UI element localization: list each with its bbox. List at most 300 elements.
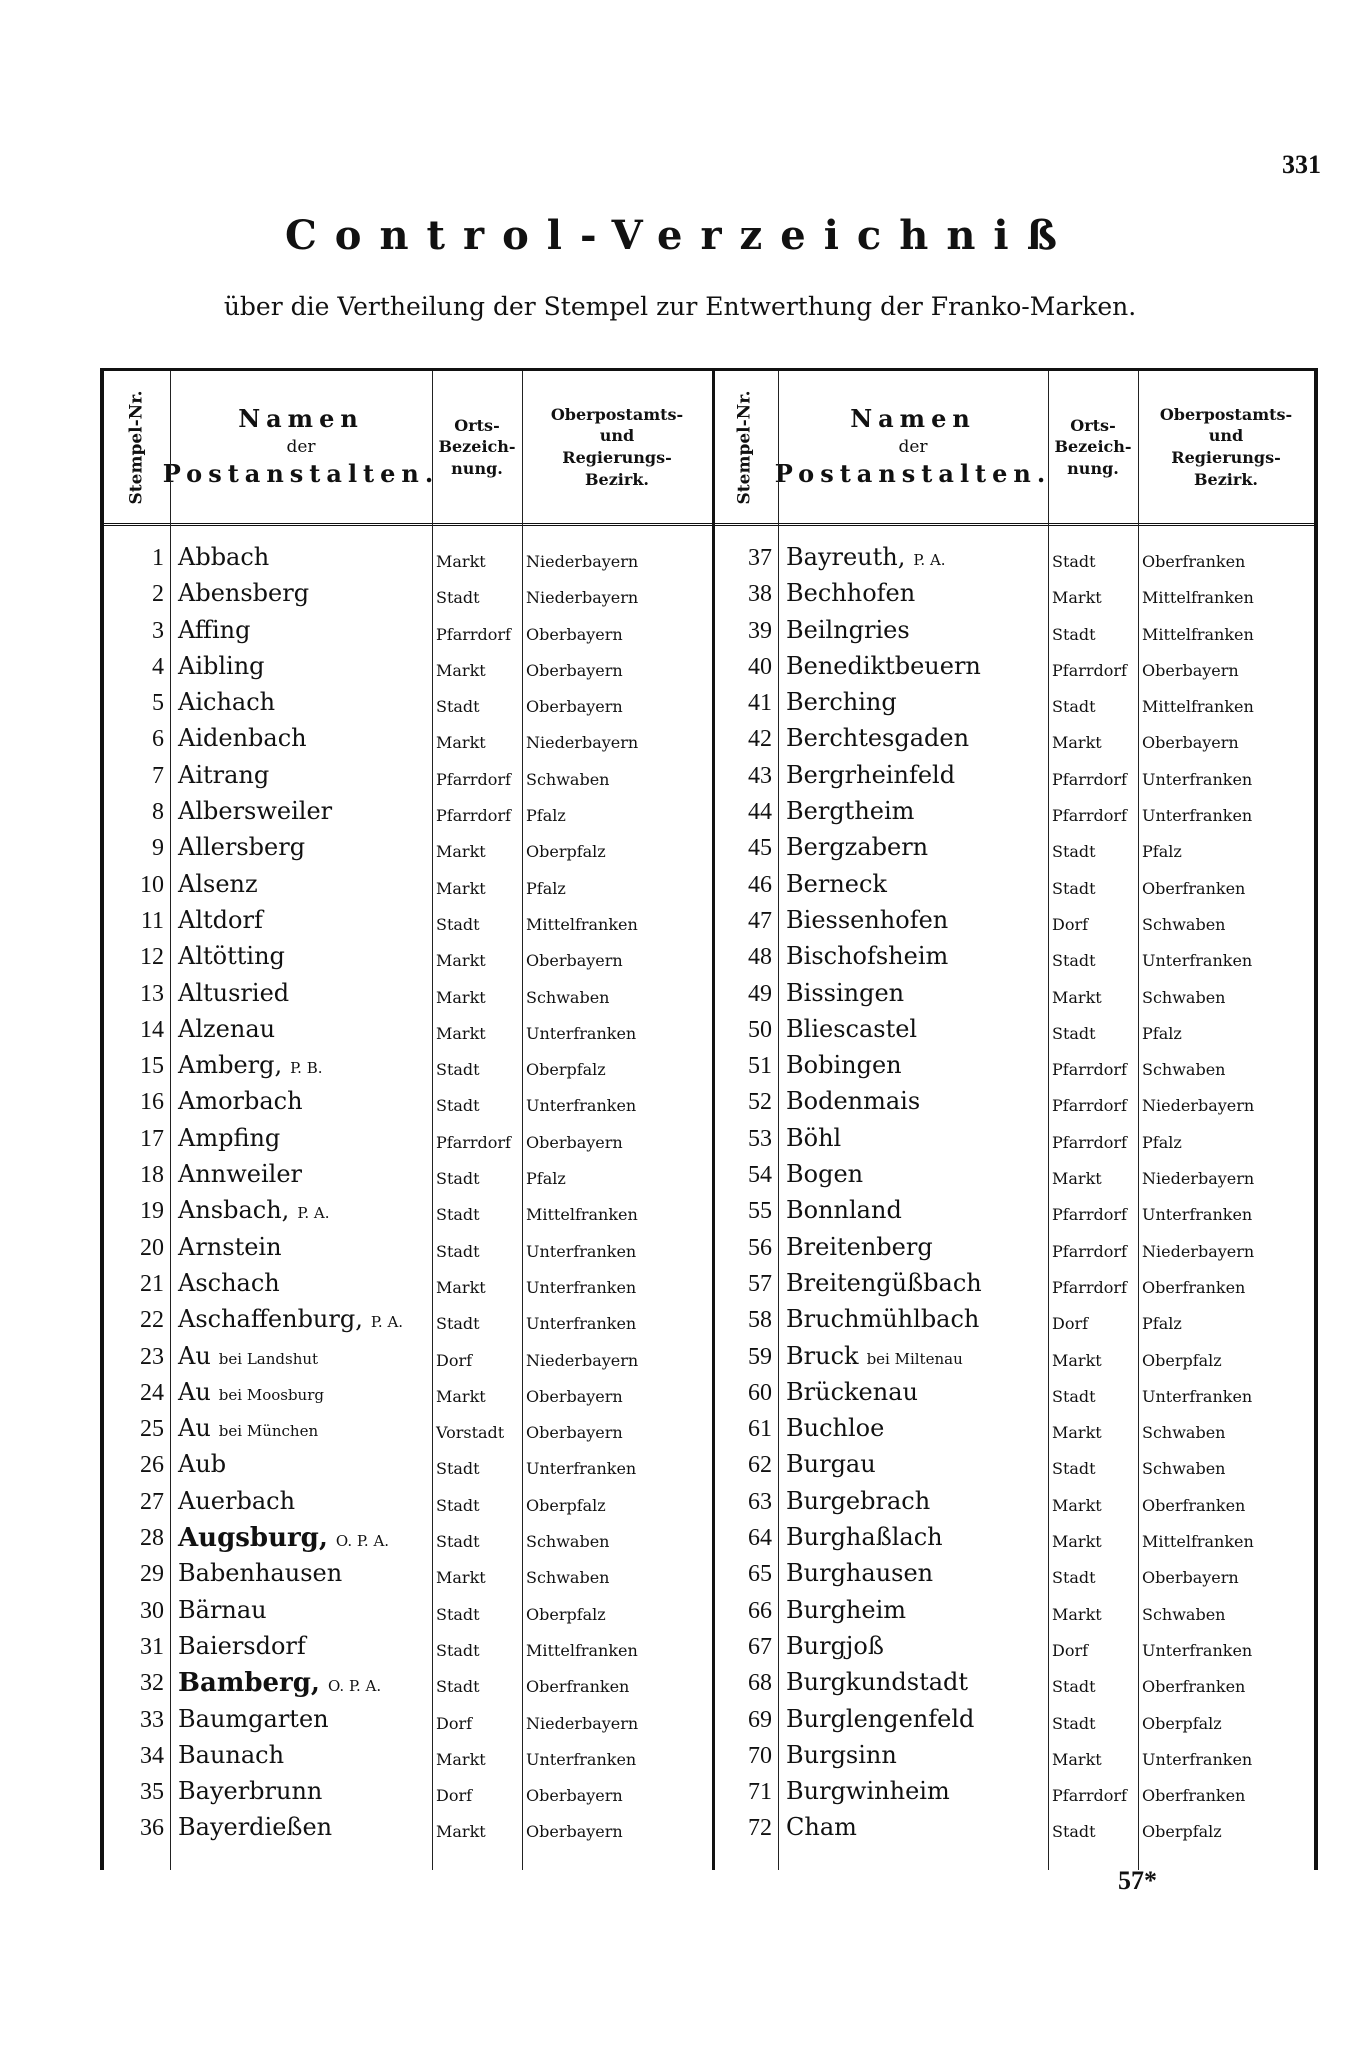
stempel-number: 35 — [140, 1779, 164, 1806]
table-row — [712, 1269, 1314, 1305]
orts-bezeichnung: Markt — [1052, 733, 1102, 753]
table-row — [712, 1196, 1314, 1232]
postanstalt-name — [786, 1632, 884, 1660]
postanstalt-name — [178, 1233, 282, 1261]
postanstalt-name — [786, 1450, 876, 1478]
stempel-number: 15 — [140, 1053, 164, 1080]
orts-bezeichnung: Stadt — [436, 1205, 480, 1225]
table-row — [712, 1378, 1314, 1414]
header-ort-line3: nung. — [1067, 458, 1119, 478]
table-row — [104, 833, 712, 869]
bezirk: Pfalz — [526, 878, 566, 898]
bezirk: Niederbayern — [526, 588, 639, 608]
postanstalt-name — [786, 1414, 884, 1442]
orts-bezeichnung: Markt — [436, 842, 486, 862]
table-row — [104, 906, 712, 942]
stempel-number: 68 — [748, 1670, 772, 1697]
postanstalt-name — [178, 1705, 329, 1733]
postanstalt-name — [786, 1777, 950, 1805]
bezirk: Oberfranken — [1142, 1495, 1246, 1515]
postanstalt-name — [786, 1378, 918, 1406]
stempel-number: 33 — [140, 1706, 164, 1733]
table-row — [104, 1813, 712, 1849]
bezirk: Unterfranken — [526, 1314, 637, 1334]
header-namen-line1: Namen — [850, 404, 976, 434]
postanstalt-name-text: Burgau — [786, 1450, 876, 1479]
orts-bezeichnung: Stadt — [436, 1532, 480, 1552]
postanstalt-name — [178, 1596, 267, 1624]
orts-bezeichnung: Markt — [436, 733, 486, 753]
orts-bezeichnung: Stadt — [1052, 1459, 1096, 1479]
bezirk: Oberbayern — [526, 1386, 623, 1406]
postanstalt-name-text: Bodenmais — [786, 1087, 921, 1116]
bezirk: Mittelfranken — [1142, 588, 1254, 608]
postanstalt-name-text: Bonnland — [786, 1196, 902, 1225]
table-row — [104, 1596, 712, 1632]
postanstalt-name-text: Baumgarten — [178, 1704, 329, 1733]
postanstalt-name — [178, 616, 250, 644]
table-row — [104, 1015, 712, 1051]
orts-bezeichnung: Pfarrdorf — [1052, 806, 1127, 826]
postanstalt-name-text: Cham — [786, 1813, 857, 1842]
stempel-number: 11 — [140, 907, 164, 934]
header-bezirk — [522, 371, 712, 523]
postanstalt-name-text: Bergrheinfeld — [786, 760, 956, 789]
postanstalt-name-text: Ampfing — [178, 1123, 281, 1152]
table-row — [104, 543, 712, 579]
postanstalt-name-suffix: bei Miltenau — [866, 1349, 963, 1368]
stempel-number: 2 — [152, 581, 164, 608]
orts-bezeichnung: Stadt — [436, 588, 480, 608]
orts-bezeichnung: Stadt — [1052, 697, 1096, 717]
stempel-number: 38 — [748, 581, 772, 608]
table-row — [712, 1559, 1314, 1595]
header-namen-line1: Namen — [238, 404, 364, 434]
table-row — [712, 724, 1314, 760]
table-row — [712, 1668, 1314, 1704]
stempel-number: 21 — [140, 1270, 164, 1297]
bezirk: Unterfranken — [1142, 1205, 1253, 1225]
header-bezirk — [1138, 371, 1314, 523]
postanstalt-name — [178, 1523, 389, 1553]
table-row — [712, 979, 1314, 1015]
orts-bezeichnung: Markt — [436, 1277, 486, 1297]
stempel-number: 63 — [748, 1488, 772, 1515]
orts-bezeichnung: Pfarrdorf — [1052, 1786, 1127, 1806]
bezirk: Schwaben — [526, 1568, 610, 1588]
table-row — [104, 1559, 712, 1595]
stempel-number: 67 — [748, 1633, 772, 1660]
postanstalt-name-text: Aub — [178, 1450, 227, 1479]
bezirk: Mittelfranken — [526, 1640, 638, 1660]
postanstalt-name-text: Breitengüßbach — [786, 1268, 982, 1297]
orts-bezeichnung: Markt — [1052, 1169, 1102, 1189]
table-row — [712, 1051, 1314, 1087]
table-row — [712, 942, 1314, 978]
table-row — [712, 616, 1314, 652]
postanstalt-name — [786, 688, 897, 716]
bezirk: Oberfranken — [1142, 1677, 1246, 1697]
postanstalt-name — [786, 1523, 943, 1551]
postanstalt-name — [786, 1705, 974, 1733]
orts-bezeichnung: Stadt — [436, 1677, 480, 1697]
postanstalt-name — [786, 979, 904, 1007]
bezirk: Pfalz — [526, 1169, 566, 1189]
postanstalt-name — [786, 1668, 968, 1696]
postanstalt-name-text: Burgebrach — [786, 1486, 931, 1515]
orts-bezeichnung: Pfarrdorf — [1052, 660, 1127, 680]
postanstalt-name — [178, 1487, 295, 1515]
bezirk: Oberfranken — [1142, 1277, 1246, 1297]
postanstalt-name — [786, 652, 981, 680]
bezirk: Schwaben — [526, 987, 610, 1007]
table-header — [712, 371, 1314, 526]
postanstalt-name — [178, 1015, 275, 1043]
postanstalt-name-text: Bechhofen — [786, 579, 916, 608]
stempel-number: 3 — [152, 617, 164, 644]
orts-bezeichnung: Markt — [436, 987, 486, 1007]
postanstalt-name-text: Burglengenfeld — [786, 1704, 975, 1733]
postanstalt-name-text: Altdorf — [178, 905, 263, 934]
postanstalt-name-text: Allersberg — [178, 833, 306, 862]
postanstalt-name-text: Bärnau — [178, 1595, 267, 1624]
postanstalt-name — [178, 1269, 280, 1297]
postanstalt-name — [178, 1450, 226, 1478]
orts-bezeichnung: Pfarrdorf — [1052, 1060, 1127, 1080]
bezirk: Pfalz — [1142, 1132, 1182, 1152]
postanstalt-name — [178, 579, 309, 607]
stempel-number: 65 — [748, 1561, 772, 1588]
stempel-number: 16 — [140, 1089, 164, 1116]
stempel-number: 39 — [748, 617, 772, 644]
postanstalt-name-text: Alzenau — [178, 1014, 276, 1043]
stempel-number: 41 — [748, 690, 772, 717]
header-namen — [162, 371, 440, 523]
orts-bezeichnung: Markt — [436, 878, 486, 898]
postanstalt-name-text: Arnstein — [178, 1232, 282, 1261]
postanstalt-name-text: Brückenau — [786, 1377, 918, 1406]
postanstalt-name-text: Affing — [178, 615, 251, 644]
orts-bezeichnung: Markt — [1052, 987, 1102, 1007]
postanstalt-name-text: Burgheim — [786, 1595, 907, 1624]
postanstalt-name-text: Baunach — [178, 1740, 285, 1769]
header-ort-line1: Orts- — [454, 415, 500, 435]
postanstalt-name — [786, 724, 969, 752]
table-header — [104, 371, 712, 526]
orts-bezeichnung: Stadt — [436, 1314, 480, 1334]
postanstalt-name — [178, 1414, 318, 1442]
bezirk: Oberpfalz — [1142, 1350, 1222, 1370]
bezirk: Mittelfranken — [1142, 624, 1254, 644]
stempel-number: 25 — [140, 1416, 164, 1443]
orts-bezeichnung: Pfarrdorf — [1052, 769, 1127, 789]
postanstalt-name — [178, 1087, 303, 1115]
header-namen — [774, 371, 1052, 523]
table-row — [104, 1124, 712, 1160]
bezirk: Oberbayern — [526, 1822, 623, 1842]
page-subtitle: über die Vertheilung der Stempel zur Entwerthung der Franko-Marken. — [223, 292, 1137, 321]
stempel-number: 23 — [140, 1343, 164, 1370]
postanstalt-name-text: Biessenhofen — [786, 905, 949, 934]
table-half-right — [712, 371, 1314, 1870]
postanstalt-name-text: Abensberg — [178, 579, 310, 608]
table-row — [712, 1124, 1314, 1160]
postanstalt-name-text: Altötting — [178, 942, 285, 971]
orts-bezeichnung: Markt — [436, 1023, 486, 1043]
header-stempel-nr — [104, 371, 170, 523]
stempel-number: 13 — [140, 980, 164, 1007]
postanstalt-name-text: Burgkundstadt — [786, 1668, 969, 1697]
orts-bezeichnung: Dorf — [436, 1350, 473, 1370]
bezirk: Oberbayern — [1142, 660, 1239, 680]
table-row — [712, 1741, 1314, 1777]
table-row — [712, 1632, 1314, 1668]
bezirk: Niederbayern — [1142, 1169, 1255, 1189]
table-row — [104, 652, 712, 688]
bezirk: Oberpfalz — [526, 1060, 606, 1080]
table-row — [712, 906, 1314, 942]
orts-bezeichnung: Pfarrdorf — [436, 769, 511, 789]
stempel-number: 55 — [748, 1198, 772, 1225]
orts-bezeichnung: Markt — [1052, 1532, 1102, 1552]
bezirk: Oberbayern — [526, 624, 623, 644]
header-ort-line3: nung. — [451, 458, 503, 478]
postanstalt-name-text: Albersweiler — [178, 797, 333, 826]
postanstalt-name-text: Bobingen — [786, 1051, 902, 1080]
stempel-number: 19 — [140, 1198, 164, 1225]
bezirk: Schwaben — [1142, 1459, 1226, 1479]
orts-bezeichnung: Markt — [436, 1822, 486, 1842]
table-row — [712, 543, 1314, 579]
header-namen-line3: Postanstalten. — [774, 459, 1052, 489]
postanstalt-name-text: Bogen — [786, 1160, 864, 1189]
orts-bezeichnung: Dorf — [436, 1713, 473, 1733]
table-row — [712, 1487, 1314, 1523]
table-row — [104, 1414, 712, 1450]
postanstalt-name-text: Buchloe — [786, 1414, 885, 1443]
table-row — [104, 1777, 712, 1813]
table-row — [712, 1450, 1314, 1486]
postanstalt-name-text: Bayerdießen — [178, 1813, 333, 1842]
signature-mark: 57* — [1118, 1866, 1157, 1895]
table-row — [712, 1015, 1314, 1051]
table-row — [104, 942, 712, 978]
table-row — [712, 833, 1314, 869]
table-row — [712, 1305, 1314, 1341]
table-row — [712, 1342, 1314, 1378]
stempel-number: 17 — [140, 1125, 164, 1152]
orts-bezeichnung: Markt — [1052, 1495, 1102, 1515]
postanstalt-name-text: Bergzabern — [786, 833, 929, 862]
postanstalt-name — [786, 1596, 906, 1624]
table-row — [712, 1414, 1314, 1450]
stempel-number: 36 — [140, 1815, 164, 1842]
stempel-number: 58 — [748, 1307, 772, 1334]
bezirk: Schwaben — [526, 769, 610, 789]
bezirk: Unterfranken — [526, 1096, 637, 1116]
postanstalt-name — [786, 1160, 863, 1188]
orts-bezeichnung: Markt — [1052, 1749, 1102, 1769]
postanstalt-name-text: Au — [178, 1414, 211, 1443]
postanstalt-name-text: Bissingen — [786, 978, 905, 1007]
table-row — [712, 797, 1314, 833]
bezirk: Oberfranken — [1142, 1786, 1246, 1806]
orts-bezeichnung: Markt — [436, 1749, 486, 1769]
bezirk: Schwaben — [1142, 1060, 1226, 1080]
table-row — [712, 1087, 1314, 1123]
stempel-number: 49 — [748, 980, 772, 1007]
header-orts-bezeichnung — [432, 371, 522, 523]
stempel-number: 48 — [748, 944, 772, 971]
table-row — [712, 870, 1314, 906]
postanstalt-name-text: Aidenbach — [178, 724, 307, 753]
table-row — [712, 1160, 1314, 1196]
table-row — [712, 1813, 1314, 1849]
table-row — [104, 1487, 712, 1523]
orts-bezeichnung: Stadt — [436, 1640, 480, 1660]
stempel-number: 8 — [152, 799, 164, 826]
header-bez-line3: Regierungs- — [562, 448, 672, 467]
table-row — [712, 1705, 1314, 1741]
postanstalt-name — [178, 724, 307, 752]
stempel-number: 54 — [748, 1162, 772, 1189]
postanstalt-name-suffix: bei Landshut — [218, 1349, 319, 1368]
postanstalt-name-text: Aichach — [178, 688, 276, 717]
bezirk: Unterfranken — [1142, 1640, 1253, 1660]
postanstalt-name-suffix: O. P. A. — [327, 1677, 382, 1696]
orts-bezeichnung: Stadt — [436, 697, 480, 717]
table-row — [712, 688, 1314, 724]
table-row — [104, 1741, 712, 1777]
stempel-number: 29 — [140, 1561, 164, 1588]
orts-bezeichnung: Stadt — [1052, 1713, 1096, 1733]
bezirk: Unterfranken — [526, 1749, 637, 1769]
table-row — [104, 870, 712, 906]
postanstalt-name — [786, 1305, 979, 1333]
orts-bezeichnung: Stadt — [1052, 951, 1096, 971]
bezirk: Pfalz — [1142, 1023, 1182, 1043]
orts-bezeichnung: Stadt — [1052, 1677, 1096, 1697]
stempel-number: 24 — [140, 1379, 164, 1406]
postanstalt-name — [178, 1559, 342, 1587]
postanstalt-name-text: Abbach — [178, 543, 270, 571]
orts-bezeichnung: Dorf — [1052, 1314, 1089, 1334]
stempel-number: 7 — [152, 762, 164, 789]
postanstalt-name — [786, 833, 928, 861]
stempel-number: 72 — [748, 1815, 772, 1842]
orts-bezeichnung: Markt — [436, 1568, 486, 1588]
stempel-number: 28 — [140, 1525, 164, 1552]
table-row — [104, 1269, 712, 1305]
header-bez-line2: und — [1208, 426, 1244, 446]
header-ort-line2: Bezeich- — [438, 437, 516, 457]
page-title: Control-Verzeichniß — [284, 212, 1076, 259]
table-row — [104, 1668, 712, 1704]
bezirk: Unterfranken — [526, 1459, 637, 1479]
stempel-number: 59 — [748, 1343, 772, 1370]
postanstalt-name — [178, 797, 332, 825]
orts-bezeichnung: Markt — [436, 552, 486, 571]
table-row — [712, 652, 1314, 688]
header-orts-bezeichnung — [1048, 371, 1138, 523]
bezirk: Pfalz — [526, 806, 566, 826]
table-row — [712, 1523, 1314, 1559]
stempel-number: 57 — [748, 1270, 772, 1297]
orts-bezeichnung: Vorstadt — [436, 1423, 505, 1443]
orts-bezeichnung: Dorf — [1052, 1640, 1089, 1660]
postanstalt-name-suffix: bei Moosburg — [218, 1385, 324, 1404]
orts-bezeichnung: Stadt — [1052, 842, 1096, 862]
postanstalt-name-suffix: bei München — [218, 1422, 319, 1441]
stempel-number: 20 — [140, 1234, 164, 1261]
table-row — [712, 579, 1314, 615]
bezirk: Unterfranken — [1142, 1749, 1253, 1769]
bezirk: Schwaben — [526, 1532, 610, 1552]
postanstalt-name — [786, 1487, 930, 1515]
postanstalt-name — [178, 1777, 322, 1805]
postanstalt-name-text: Annweiler — [178, 1160, 303, 1189]
postanstalt-name-text: Burghaßlach — [786, 1523, 943, 1552]
orts-bezeichnung: Pfarrdorf — [1052, 1132, 1127, 1152]
header-namen-line3: Postanstalten. — [162, 459, 440, 489]
stempel-number: 50 — [748, 1016, 772, 1043]
bezirk: Oberpfalz — [1142, 1822, 1222, 1842]
page-number: 331 — [1282, 150, 1321, 179]
header-bez-line1: Oberpostamts- — [550, 404, 684, 424]
table-row — [104, 1051, 712, 1087]
postanstalt-name — [178, 906, 263, 934]
bezirk: Mittelfranken — [1142, 697, 1254, 717]
postanstalt-name — [178, 688, 275, 716]
bezirk: Unterfranken — [1142, 951, 1253, 971]
table-row — [104, 1160, 712, 1196]
bezirk: Oberpfalz — [526, 1495, 606, 1515]
bezirk: Unterfranken — [526, 1023, 637, 1043]
stempel-number: 26 — [140, 1452, 164, 1479]
stempel-number: 4 — [152, 653, 164, 680]
postanstalt-name-text: Bergtheim — [786, 797, 915, 826]
header-nr-label: Stempel-Nr. — [734, 389, 755, 505]
postanstalt-name-text: Augsburg, — [178, 1523, 328, 1554]
postanstalt-name-text: Burghausen — [786, 1559, 934, 1588]
postanstalt-name — [786, 797, 914, 825]
orts-bezeichnung: Markt — [1052, 1423, 1102, 1443]
orts-bezeichnung: Stadt — [436, 914, 480, 934]
stempel-number: 42 — [748, 726, 772, 753]
postanstalt-name-text: Berneck — [786, 869, 887, 898]
table-row — [104, 1523, 712, 1559]
postanstalt-name-text: Böhl — [786, 1123, 842, 1152]
bezirk: Niederbayern — [526, 733, 639, 753]
stempel-number: 5 — [152, 690, 164, 717]
postanstalt-name — [786, 1051, 902, 1079]
stempel-number: 45 — [748, 835, 772, 862]
postanstalt-name-text: Auerbach — [178, 1486, 296, 1515]
postanstalt-name — [178, 1378, 324, 1406]
stempel-number: 1 — [152, 545, 164, 571]
table-row — [104, 579, 712, 615]
bezirk: Unterfranken — [1142, 1386, 1253, 1406]
stempel-number: 18 — [140, 1162, 164, 1189]
orts-bezeichnung: Stadt — [436, 1060, 480, 1080]
postanstalt-name-text: Beilngries — [786, 615, 910, 644]
orts-bezeichnung: Stadt — [436, 1241, 480, 1261]
table-row — [104, 1305, 712, 1341]
postanstalt-name — [786, 761, 955, 789]
stempel-number: 52 — [748, 1089, 772, 1116]
postanstalt-name — [178, 761, 269, 789]
orts-bezeichnung: Dorf — [1052, 914, 1089, 934]
